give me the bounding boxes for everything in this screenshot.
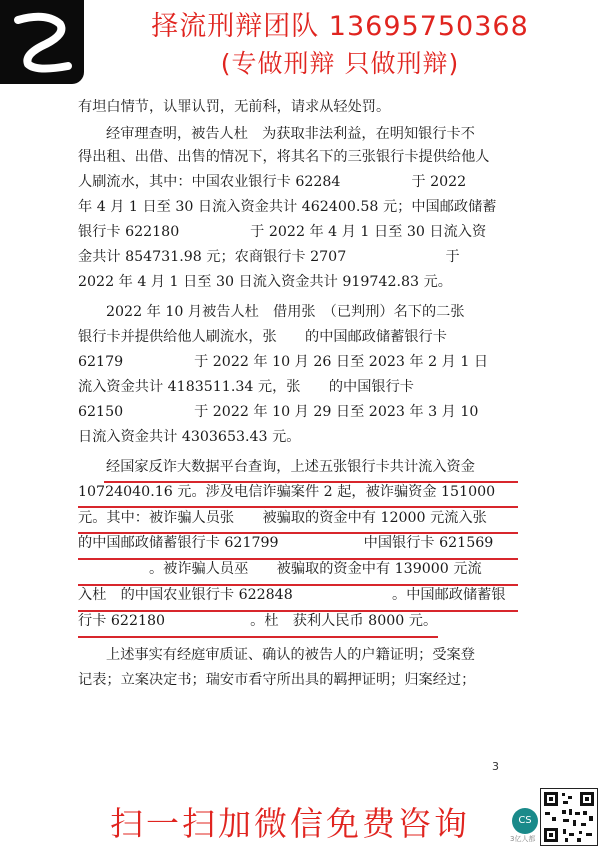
body-line-18: 的中国邮政储蓄银行卡 621799 中国银行卡 621569 <box>78 535 494 551</box>
camscanner-subtitle: 3亿人都 <box>510 835 536 843</box>
red-underline <box>78 636 438 638</box>
body-line-6: 银行卡 622180 于 2022 年 4 月 1 日至 30 日流入资 <box>78 224 487 240</box>
qr-code[interactable] <box>540 788 598 846</box>
body-line-16: 10724040.16 元。涉及电信诈骗案件 2 起，被诈骗资金 151000 <box>78 484 496 500</box>
red-underline <box>78 584 518 586</box>
red-underline <box>78 532 518 534</box>
body-line-10: 银行卡并提供给他人刷流水，张 的中国邮政储蓄银行卡 <box>78 329 447 345</box>
red-underline <box>78 610 518 612</box>
red-underline <box>78 506 518 508</box>
red-underline <box>78 558 518 560</box>
body-line-11: 62179 于 2022 年 10 月 26 日至 2023 年 2 月 1 日 <box>78 354 489 370</box>
red-underline <box>104 481 518 483</box>
body-line-1: 有坦白情节，认罪认罚，无前科，请求从轻处罚。 <box>78 99 391 115</box>
body-line-13: 62150 于 2022 年 10 月 29 日至 2023 年 3 月 10 <box>78 404 479 420</box>
logo-mark-icon <box>6 6 78 78</box>
body-line-5: 年 4 月 1 日至 30 日流入资金共计 462400.58 元；中国邮政储蓄 <box>78 199 497 215</box>
body-line-7: 金共计 854731.98 元；农商银行卡 2707 于 <box>78 249 460 265</box>
body-line-22: 上述事实有经庭审质证、确认的被告人的户籍证明；受案登 <box>106 647 475 663</box>
header-title: 择流刑辩团队 13695750368 <box>151 11 529 42</box>
footer-cta: 扫一扫加微信免费咨询 <box>110 804 470 843</box>
body-line-20: 入杜 的中国农业银行卡 622848 。中国邮政储蓄银 <box>78 587 506 603</box>
header-banner <box>0 0 600 96</box>
body-line-12: 流入资金共计 4183511.34 元，张 的中国银行卡 <box>78 379 414 395</box>
body-line-21: 行卡 622180 。杜 获利人民币 8000 元。 <box>78 613 438 629</box>
body-line-4: 人刷流水，其中：中国农业银行卡 62284 于 2022 <box>78 174 467 190</box>
body-line-14: 日流入资金共计 4303653.43 元。 <box>78 429 301 445</box>
body-line-23: 记表；立案决定书；瑞安市看守所出具的羁押证明；归案经过； <box>78 672 476 688</box>
qr-code-icon <box>541 789 597 845</box>
body-line-15: 经国家反诈大数据平台查询，上述五张银行卡共计流入资金 <box>106 459 475 475</box>
page-number: 3 <box>492 760 499 773</box>
body-line-9: 2022 年 10 月被告人杜 借用张 （已判刑）名下的二张 <box>106 304 465 320</box>
body-line-2: 经审理查明，被告人杜 为获取非法利益，在明知银行卡不 <box>106 126 475 142</box>
body-line-8: 2022 年 4 月 1 日至 30 日流入资金共计 919742.83 元。 <box>78 274 452 290</box>
body-line-17: 元。其中：被诈骗人员张 被骗取的资金中有 12000 元流入张 <box>78 510 487 526</box>
body-line-19: 。被诈骗人员巫 被骗取的资金中有 139000 元流 <box>78 561 482 577</box>
camscanner-badge: CS <box>512 808 538 834</box>
logo <box>0 0 84 84</box>
header-subtitle: (专做刑辩 只做刑辩) <box>220 49 460 78</box>
body-line-3: 得出租、出借、出售的情况下，将其名下的三张银行卡提供给他人 <box>78 149 490 165</box>
